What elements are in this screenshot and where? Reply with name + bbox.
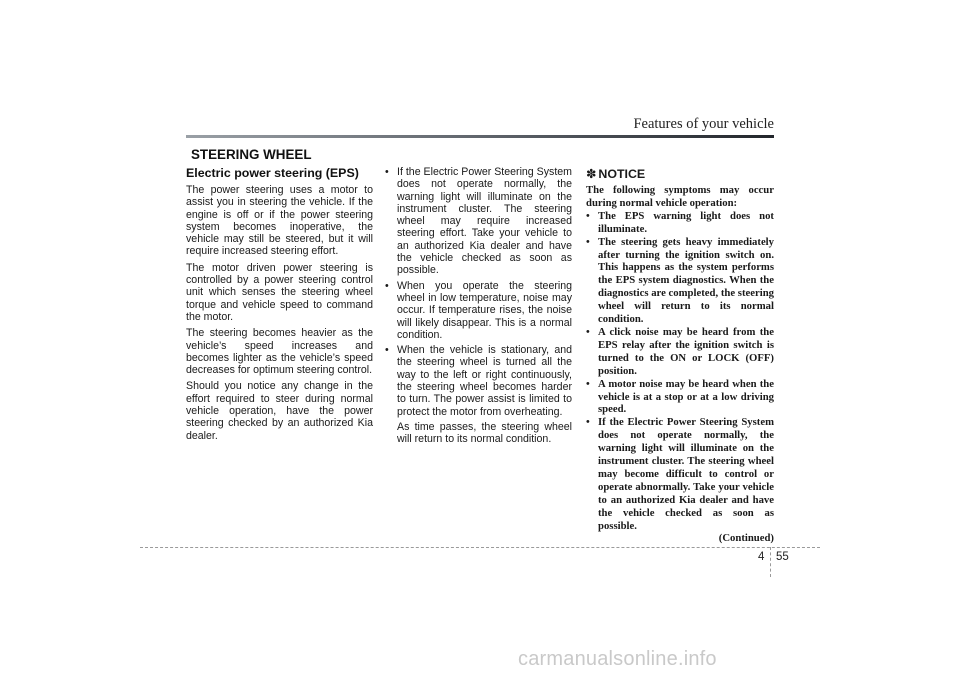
bullet-icon: • (385, 279, 389, 292)
list-item-text: When the vehicle is stationary, and the steering wheel is turned all the way to the left or right continuously, the steering wheel becomes harder to turn. The power assist is limited to protect the motor from overheating. (397, 344, 572, 418)
notice-title-text: NOTICE (598, 167, 646, 181)
chapter-number: 4 (758, 551, 765, 563)
column-middle (385, 166, 572, 449)
notice-item-text: A motor noise may be heard when the vehicle is at a stop or at a low driving speed. (598, 377, 774, 416)
continued-label: (Continued) (718, 532, 774, 545)
header-rule (186, 135, 774, 138)
footer-rule (140, 547, 820, 548)
notice-box (586, 166, 774, 545)
notice-heading (586, 167, 774, 181)
list-item (385, 344, 572, 445)
bullet-icon: • (586, 416, 590, 429)
section-title: STEERING WHEEL (191, 147, 312, 162)
bullet-icon: • (586, 377, 590, 390)
paragraph: The motor driven power steering is controlled by a power steering control unit which senses the steering wheel torque and vehicle speed to command the motor. (186, 261, 373, 323)
list-item (385, 280, 572, 341)
list-item-text: When you operate the steering wheel in low temperature, noise may occur. If temperature rises, the noise will likely disappear. This is a normal condition. (397, 279, 572, 341)
list-item (385, 166, 572, 277)
column-left (186, 166, 373, 446)
notice-item-text: A click noise may be heard from the EPS relay after the ignition switch is turned to the ON or LOCK (OFF) position. (598, 325, 774, 377)
paragraph: The power steering uses a motor to assist you in steering the vehicle. If the engine is off or if the power steering system becomes inoperative, the vehicle may still be steered, but it will require increased steering effort. (186, 184, 373, 258)
notice-intro: The following symptoms may occur during normal vehicle operation: (586, 184, 774, 209)
watermark: carmanualsonline.info (518, 648, 717, 670)
paragraph: The steering becomes heavier as the vehicle’s speed increases and becomes lighter as the vehicle’s speed decreases for optimum steering control. (186, 327, 373, 377)
notice-item (586, 416, 774, 532)
notice-item (586, 326, 774, 378)
notice-item (586, 378, 774, 417)
notice-item-text: If the Electric Power Steering System does not operate normally, the warning light will illuminate on the instrument cluster. The steering wheel may become difficult to control or operate abnormally. Take your vehicle to an authorized Kia dealer and have the vehicle checked as soon as possible. (598, 416, 774, 532)
notice-list (586, 210, 774, 533)
bullet-icon: • (586, 325, 590, 338)
notice-item-text: The EPS warning light does not illuminate. (598, 209, 774, 235)
notice-mark-icon: ✽ (586, 167, 597, 181)
list-item-continuation: As time passes, the steering wheel will return to its normal condition. (397, 420, 572, 446)
bullet-list (385, 166, 572, 446)
list-item-text: If the Electric Power Steering System does not operate normally, the warning light will illuminate on the instrument cluster. The steering wheel may require increased steering effort. Take your vehicle to an authorized Kia dealer and have the vehicle checked as soon as possible. (397, 166, 572, 277)
page-number-separator (770, 547, 771, 577)
bullet-icon: • (385, 166, 389, 178)
bullet-icon: • (586, 209, 590, 222)
notice-item (586, 236, 774, 326)
bullet-icon: • (586, 235, 590, 248)
bullet-icon: • (385, 344, 389, 357)
subsection-heading: Electric power steering (EPS) (186, 166, 359, 180)
paragraph: Should you notice any change in the effort required to steer during normal vehicle operation, have the power steering checked by an authorized Kia dealer. (186, 380, 373, 442)
running-header-title: Features of your vehicle (633, 116, 774, 132)
page-number: 55 (776, 551, 789, 563)
notice-item (586, 210, 774, 236)
notice-item-text: The steering gets heavy immediately after turning the ignition switch on. This happens as the system performs the EPS system diagnostics. When the diagnostics are completed, the steering wheel will return to its normal condition. (598, 235, 774, 326)
